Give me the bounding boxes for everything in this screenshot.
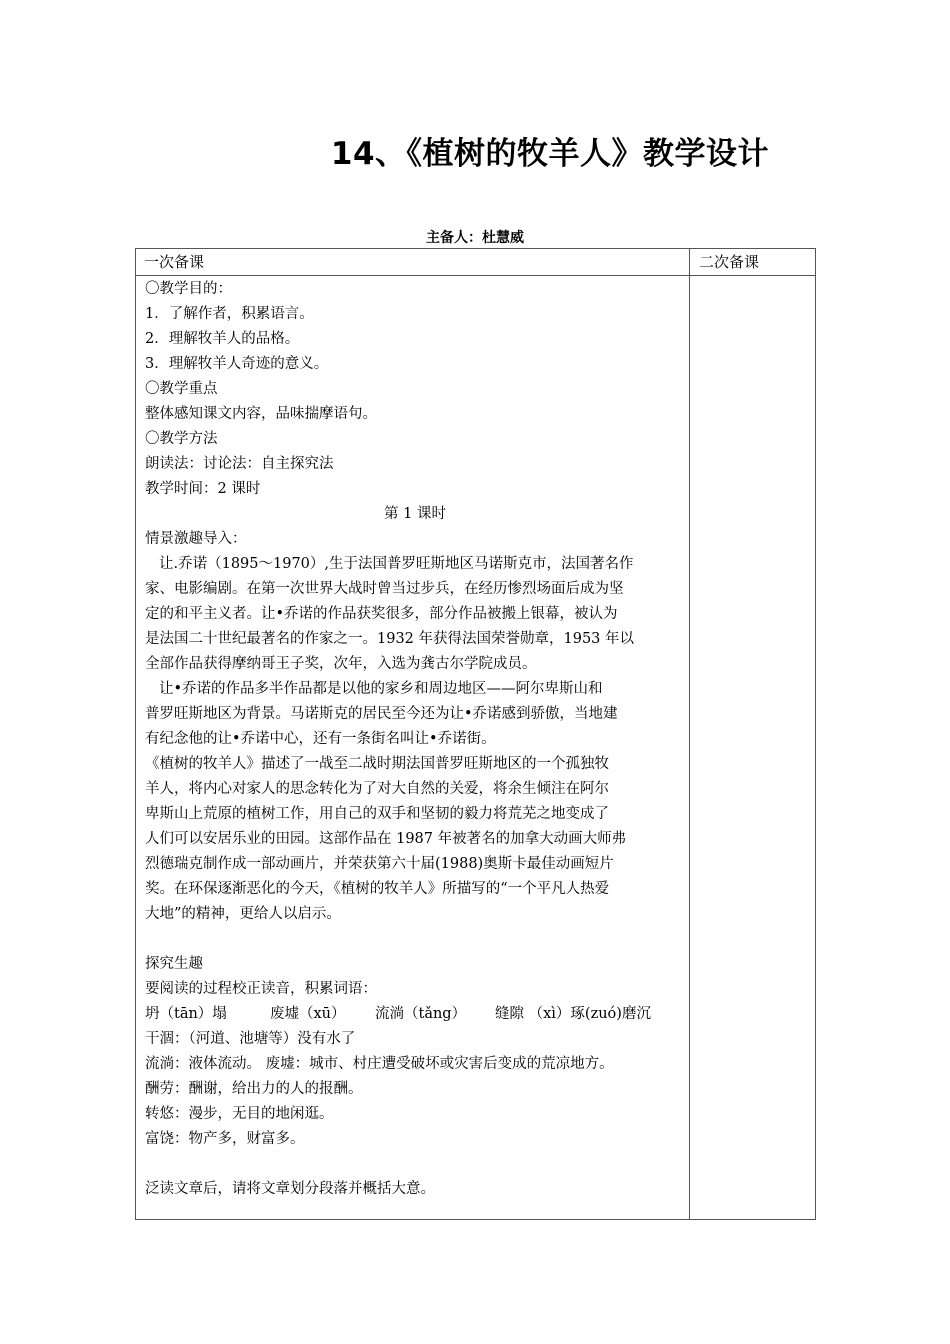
task-instruction: 泛读文章后，请将文章划分段落并概括大意。: [145, 1181, 435, 1197]
paragraph-line: 让•乔诺的作品多半作品都是以他的家乡和周边地区——阿尔卑斯山和: [159, 681, 603, 697]
paragraph-line: 有纪念他的让•乔诺中心，还有一条街名叫让•乔诺街。: [145, 731, 496, 747]
paragraph-line: 羊人，将内心对家人的思念转化为了对大自然的关爱，将余生倾注在阿尔: [145, 781, 609, 797]
paragraph-line: 是法国二十世纪最著名的作家之一。1932 年获得法国荣誉勋章，1953 年以: [145, 631, 635, 647]
methods-heading: 〇教学方法: [145, 431, 218, 447]
col1-header: 一次备课: [144, 253, 205, 271]
paragraph-line: 烈德瑞克制作成一部动画片，并荣获第六十届(1988)奥斯卡最佳动画短片: [145, 856, 614, 872]
vocab-intro: 要阅读的过程校正读音，积累词语：: [145, 981, 377, 997]
methods-text: 朗读法：讨论法：自主探究法: [145, 456, 334, 472]
blank-line: [145, 927, 685, 952]
objective-item: 2．理解牧羊人的品格。: [145, 331, 300, 347]
paragraph-line: 普罗旺斯地区为背景。马诺斯克的居民至今还为让•乔诺感到骄傲，当地建: [145, 706, 618, 722]
paragraph-line: 《植树的牧羊人》描述了一战至二战时期法国普罗旺斯地区的一个孤独牧: [145, 756, 609, 772]
paragraph-line: 大地”的精神，更给人以启示。: [145, 906, 341, 922]
preparer-line: 主备人：杜慧威: [426, 230, 524, 246]
vocab-definition: 酬劳：酬谢，给出力的人的报酬。: [145, 1081, 363, 1097]
lesson-number: 第 1 课时: [384, 506, 446, 522]
vocab-definition: 转悠：漫步，无目的地闲逛。: [145, 1106, 334, 1122]
blank-line: [145, 1152, 685, 1177]
column-divider: [689, 249, 690, 1219]
col2-header: 二次备课: [699, 253, 760, 271]
vocab-word: 坍（tān）塌: [145, 1006, 227, 1022]
paragraph-line: 让.乔诺（1895～1970）,生于法国普罗旺斯地区马诺斯克市，法国著名作: [159, 556, 634, 572]
vocab-word: 缝隙 （xì）琢(zuó)磨沉: [495, 1006, 651, 1022]
lesson-plan-table: [135, 248, 816, 1220]
vocab-word: 废墟（xū）: [270, 1006, 346, 1022]
vocab-definition: 流淌：液体流动。 废墟：城市、村庄遭受破坏或灾害后变成的荒凉地方。: [145, 1056, 614, 1072]
explore-heading: 探究生趣: [145, 956, 203, 972]
document-title: 14、《植树的牧羊人》教学设计: [330, 136, 770, 172]
first-prep-content: [145, 277, 685, 1202]
header-divider: [136, 275, 815, 276]
objectives-heading: 〇教学目的：: [145, 281, 232, 297]
paragraph-line: 全部作品获得摩纳哥王子奖，次年，入选为龚古尔学院成员。: [145, 656, 537, 672]
objective-item: 3．理解牧羊人奇迹的意义。: [145, 356, 329, 372]
paragraph-line: 人们可以安居乐业的田园。这部作品在 1987 年被著名的加拿大动画大师弗: [145, 831, 627, 847]
paragraph-line: 定的和平主义者。让•乔诺的作品获奖很多，部分作品被搬上银幕，被认为: [145, 606, 618, 622]
focus-heading: 〇教学重点: [145, 381, 218, 397]
focus-text: 整体感知课文内容，品味揣摩语句。: [145, 406, 377, 422]
vocab-pinyin-line: [145, 1002, 685, 1027]
vocab-word: 流淌（tǎng）: [375, 1006, 467, 1022]
vocab-definition: 富饶：物产多，财富多。: [145, 1131, 305, 1147]
vocab-definition: 干涸：（河道、池塘等）没有水了: [145, 1031, 356, 1047]
paragraph-line: 家、电影编剧。在第一次世界大战时曾当过步兵，在经历惨烈场面后成为坚: [145, 581, 624, 597]
objective-item: 1．了解作者，积累语言。: [145, 306, 314, 322]
paragraph-line: 奖。在环保逐渐恶化的今天，《植树的牧羊人》所描写的“一个平凡人热爱: [145, 881, 610, 897]
teaching-time: 教学时间：2 课时: [145, 481, 261, 497]
paragraph-line: 卑斯山上荒原的植树工作，用自己的双手和坚韧的毅力将荒芜之地变成了: [145, 806, 609, 822]
intro-heading: 情景激趣导入：: [145, 531, 247, 547]
